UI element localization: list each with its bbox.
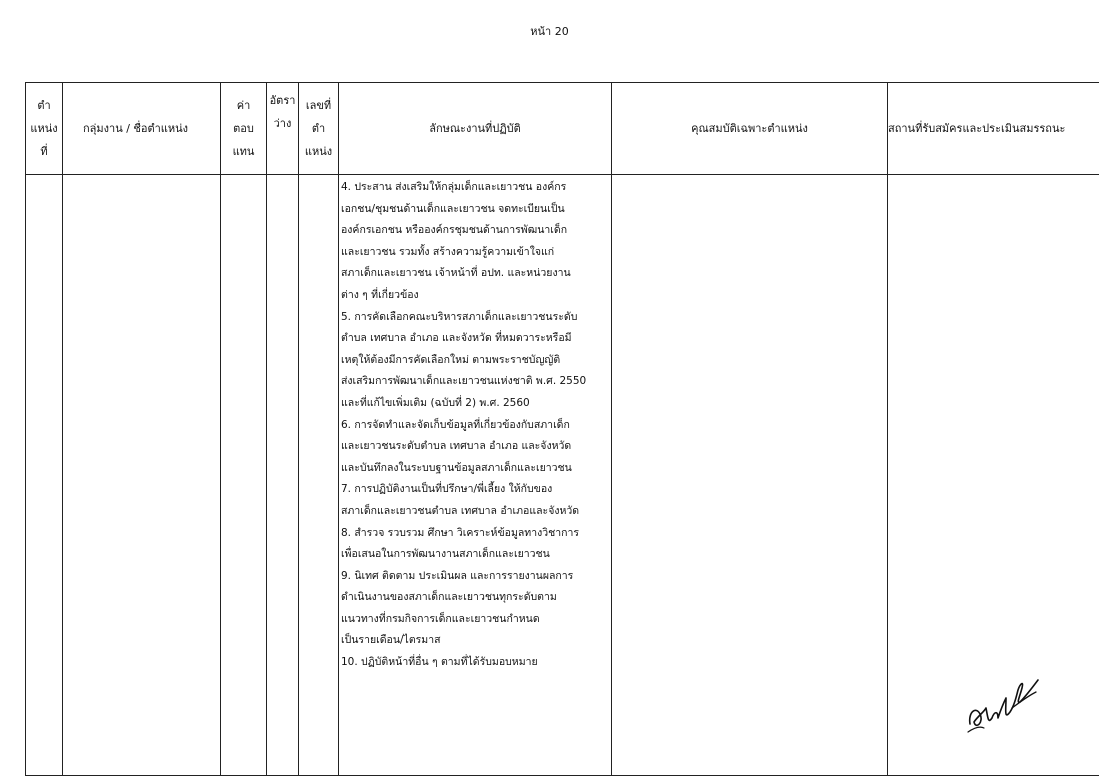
duty-line: สภาเด็กและเยาวชนตำบล เทศบาล อำเภอและจังหวัด xyxy=(341,501,607,523)
table-header-row xyxy=(26,83,1099,175)
table-row xyxy=(26,175,1099,776)
cell-vacancy xyxy=(267,175,299,776)
duty-line: ดำเนินงานของสภาเด็กและเยาวชนทุกระดับตาม xyxy=(341,587,607,609)
duty-line: 6. การจัดทำและจัดเก็บข้อมูลที่เกี่ยวข้องกับสภาเด็ก xyxy=(341,415,607,437)
duty-line: เป็นรายเดือน/ไตรมาส xyxy=(341,630,607,652)
header-job-description: ลักษณะงานที่ปฏิบัติ xyxy=(339,83,612,175)
duty-line: 4. ประสาน ส่งเสริมให้กลุ่มเด็กและเยาวชน องค์กร xyxy=(341,177,607,199)
duty-line: 10. ปฏิบัติหน้าที่อื่น ๆ ตามที่ได้รับมอบหมาย xyxy=(341,652,607,674)
duty-line: เอกชน/ชุมชนด้านเด็กและเยาวชน จดทะเบียนเป็น xyxy=(341,199,607,221)
header-position-number: เลขที่ ตำ แหน่ง xyxy=(299,83,339,175)
cell-job-description xyxy=(339,175,612,776)
header-position-no: ตำ แหน่ง ที่ xyxy=(26,83,63,175)
header-group-position-name: กลุ่มงาน / ชื่อตำแหน่ง xyxy=(63,83,221,175)
duty-line: ตำบล เทศบาล อำเภอ และจังหวัด ที่หมดวาระหรือมี xyxy=(341,328,607,350)
duty-line: 5. การคัดเลือกคณะบริหารสภาเด็กและเยาวชนระดับ xyxy=(341,307,607,329)
duty-line: และเยาวชนระดับตำบล เทศบาล อำเภอ และจังหวัด xyxy=(341,436,607,458)
duty-line: ส่งเสริมการพัฒนาเด็กและเยาวชนแห่งชาติ พ.ศ. 2550 xyxy=(341,371,607,393)
duty-line: เพื่อเสนอในการพัฒนางานสภาเด็กและเยาวชน xyxy=(341,544,607,566)
cell-qualifications xyxy=(612,175,888,776)
header-qualifications: คุณสมบัติเฉพาะตำแหน่ง xyxy=(612,83,888,175)
header-compensation: ค่า ตอบ แทน xyxy=(221,83,267,175)
duty-line: สภาเด็กและเยาวชน เจ้าหน้าที่ อปท. และหน่วยงาน xyxy=(341,263,607,285)
position-table xyxy=(25,82,1099,776)
duty-line: 7. การปฏิบัติงานเป็นที่ปรึกษา/พี่เลี้ยง ให้กับของ xyxy=(341,479,607,501)
duty-line: และบันทึกลงในระบบฐานข้อมูลสภาเด็กและเยาวชน xyxy=(341,458,607,480)
duty-line: และที่แก้ไขเพิ่มเติม (ฉบับที่ 2) พ.ศ. 2560 xyxy=(341,393,607,415)
handwritten-signature xyxy=(962,662,1042,742)
duty-line: และเยาวชน รวมทั้ง สร้างความรู้ความเข้าใจแก่ xyxy=(341,242,607,264)
duty-line: 9. นิเทศ ติดตาม ประเมินผล และการรายงานผลการ xyxy=(341,566,607,588)
duty-line: ต่าง ๆ ที่เกี่ยวข้อง xyxy=(341,285,607,307)
page-number: หน้า 20 xyxy=(0,22,1099,40)
header-application-location: สถานที่รับสมัครและประเมินสมรรถนะ xyxy=(888,83,1099,175)
duty-line: องค์กรเอกชน หรือองค์กรชุมชนด้านการพัฒนาเด็ก xyxy=(341,220,607,242)
cell-compensation xyxy=(221,175,267,776)
cell-position-no xyxy=(26,175,63,776)
position-table-container xyxy=(25,82,1099,782)
header-vacancy: อัตรา ว่าง xyxy=(267,83,299,175)
duty-line: แนวทางที่กรมกิจการเด็กและเยาวชนกำหนด xyxy=(341,609,607,631)
cell-position-number xyxy=(299,175,339,776)
duties-list xyxy=(339,175,611,674)
duty-line: เหตุให้ต้องมีการคัดเลือกใหม่ ตามพระราชบัญญัติ xyxy=(341,350,607,372)
duty-line: 8. สำรวจ รวบรวม ศึกษา วิเคราะห์ข้อมูลทางวิชาการ xyxy=(341,523,607,545)
cell-group-position-name xyxy=(63,175,221,776)
